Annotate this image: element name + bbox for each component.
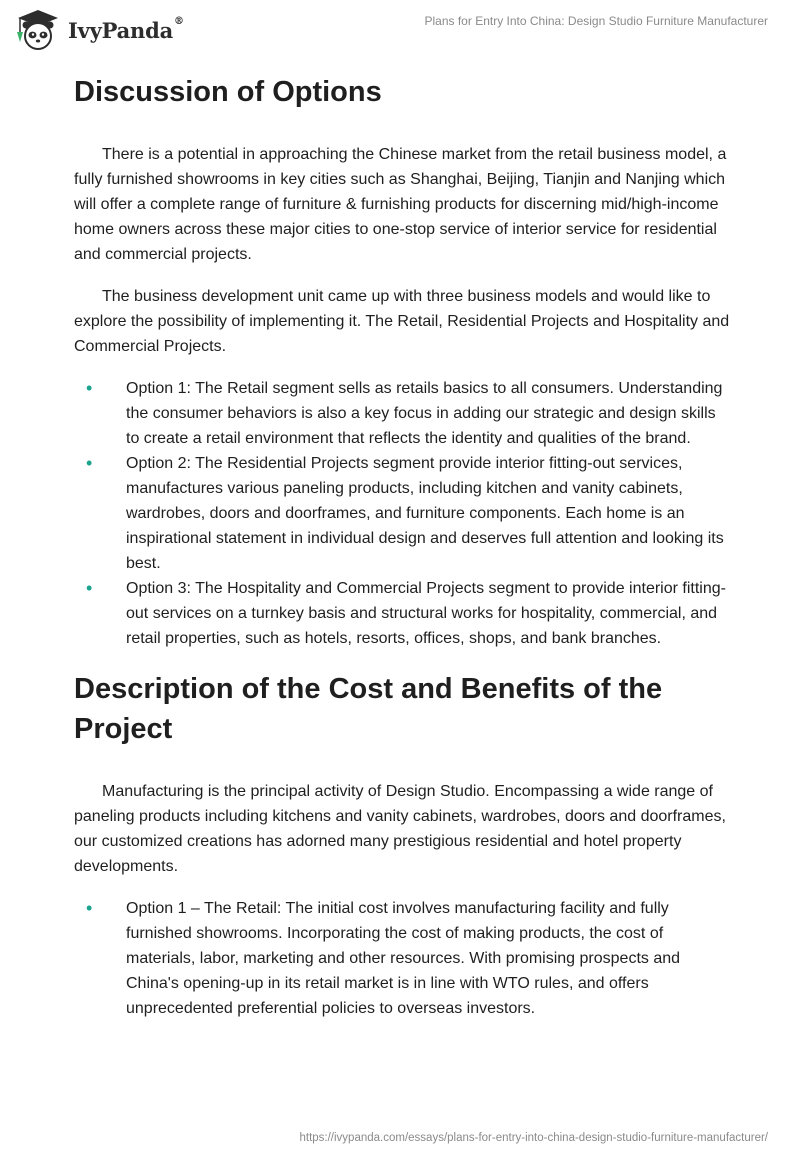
bullet-icon: • <box>86 453 93 473</box>
bullet-icon: • <box>86 578 93 598</box>
paragraph: There is a potential in approaching the Chinese market from the retail business model, a fully furnished showrooms in key cities such as Shanghai, Beijing, Tianjin and Nanjing which will offer a complete range of furniture & furnishing products for discerning mid/high-income home owners across these major cities to one-stop service of interior service for residential and commercial projects. <box>74 146 727 263</box>
list-item: • Option 2: The Residential Projects segment provide interior fitting-out services, manufactures various paneling products, including kitchen and vanity cabinets, wardrobes, doors and doorframes, and furniture components. Each home is an inspirational statement in individual design and deserves full attention and looking its best. <box>86 453 724 572</box>
logo-text: IvyPanda® <box>68 15 184 43</box>
article-body <box>74 68 730 1035</box>
bullet-icon: • <box>86 898 93 918</box>
logo[interactable] <box>14 8 184 52</box>
cost-list <box>74 896 730 1021</box>
page-header <box>0 0 800 60</box>
registered-mark: ® <box>174 15 184 27</box>
paragraph: Manufacturing is the principal activity of Design Studio. Encompassing a wide range of paneling products including kitchens and vanity cabinets, wardrobes, doors and doorframes, our customized creations has adorned many prestigious residential and hotel property developments. <box>74 783 726 875</box>
heading-cost-and-benefits: Description of the Cost and Benefits of the Project <box>74 673 663 745</box>
document-title: Plans for Entry Into China: Design Studio Furniture Manufacturer <box>424 14 768 28</box>
bullet-icon: • <box>86 378 93 398</box>
heading-discussion-of-options: Discussion of Options <box>74 76 382 108</box>
list-item: • Option 1: The Retail segment sells as retails basics to all consumers. Understanding the consumer behaviors is also a key focus in adding our strategic and design skills to create a retail environment that reflects the identity and qualities of the brand. <box>86 378 723 447</box>
list-item: • Option 1 – The Retail: The initial cost involves manufacturing facility and fully furnished showrooms. Incorporating the cost of making products, the cost of materials, labor, marketing and other resources. With promising prospects and China's opening-up in its retail market is in line with WTO rules, and offers unprecedented preferential policies to overseas investors. <box>86 898 681 1017</box>
list-item: • Option 3: The Hospitality and Commercial Projects segment to provide interior fitting-out services on a turnkey basis and structural works for hospitality, commercial, and retail properties, such as hotels, resorts, offices, shops, and bank branches. <box>86 578 726 647</box>
options-list <box>74 376 730 651</box>
paragraph: The business development unit came up with three business models and would like to explore the possibility of implementing it. The Retail, Residential Projects and Hospitality and Commercial Projects. <box>74 288 730 355</box>
source-url[interactable]: https://ivypanda.com/essays/plans-for-entry-into-china-design-studio-furniture-manufacturer/ <box>299 1132 768 1144</box>
panda-logo-icon <box>14 8 62 52</box>
